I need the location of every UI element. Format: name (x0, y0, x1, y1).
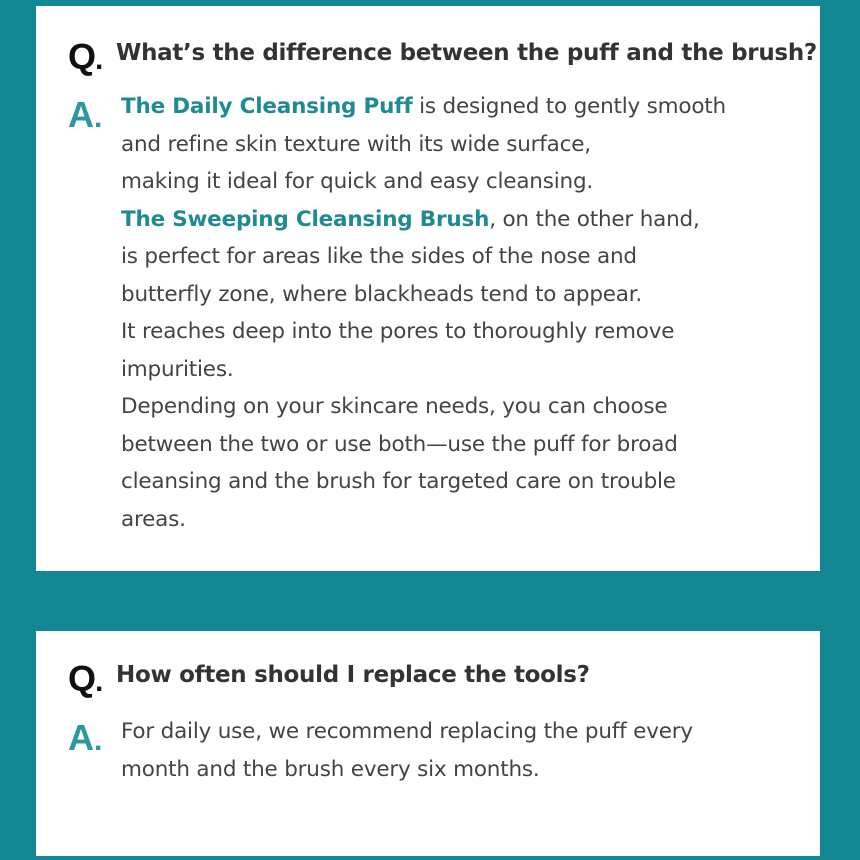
answer-line (121, 201, 726, 239)
answer-line (121, 426, 726, 464)
answer-line (121, 88, 726, 126)
answer-line (121, 751, 693, 789)
answer-line-text: It reaches deep into the pores to thoroughly remove (121, 319, 675, 344)
answer-line-text: between the two or use both—use the puff for broad (121, 431, 678, 457)
answer-line (121, 351, 726, 389)
faq-card-1 (36, 6, 820, 571)
answer-line-text: Depending on your skincare needs, you can choose (121, 394, 668, 419)
product-name-highlight: The Daily Cleansing Puff (121, 94, 413, 119)
answer-line (121, 713, 693, 751)
question-text: How often should I replace the tools? (116, 662, 590, 688)
answer-line (121, 276, 726, 314)
answer-line-text: is perfect for areas like the sides of the nose and (121, 244, 637, 269)
answer-line (121, 313, 726, 351)
faq-card-2 (36, 631, 820, 856)
answer-line-text: butterfly zone, where blackheads tend to appear. (121, 281, 643, 307)
answer-line (121, 463, 726, 501)
answer-text (121, 713, 693, 788)
answer-line-text: cleansing and the brush for targeted care on trouble (121, 469, 676, 494)
answer-line-text: impurities. (121, 356, 234, 382)
answer-text (121, 88, 726, 538)
question-mark-label: Q. (68, 36, 103, 77)
answer-line (121, 238, 726, 276)
answer-line (121, 163, 726, 201)
product-name-highlight: The Sweeping Cleansing Brush (121, 206, 490, 232)
answer-line-text: is designed to gently smooth (412, 94, 726, 119)
answer-line-text: For daily use, we recommend replacing the puff every (121, 719, 693, 744)
answer-line-text: making it ideal for quick and easy cleansing. (121, 169, 594, 194)
answer-line (121, 388, 726, 426)
answer-mark-label: A. (68, 717, 103, 758)
answer-mark-label: A. (68, 94, 103, 135)
answer-line-text: , on the other hand, (489, 206, 700, 232)
answer-line (121, 126, 726, 164)
question-text: What’s the difference between the puff and the brush? (116, 40, 817, 66)
question-mark-label: Q. (68, 658, 103, 699)
answer-line-text: areas. (121, 506, 186, 532)
answer-line (121, 501, 726, 539)
answer-line-text: month and the brush every six months. (121, 756, 540, 782)
answer-line-text: and refine skin texture with its wide surface, (121, 131, 591, 157)
